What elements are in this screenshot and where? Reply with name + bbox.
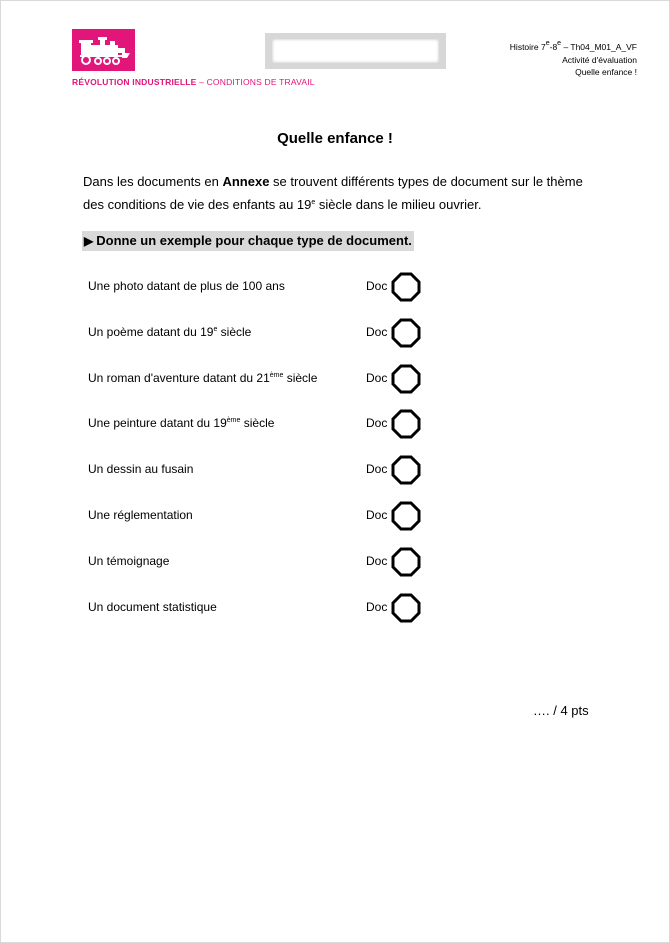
doc-label: Doc [366, 416, 388, 431]
locomotive-logo-icon [72, 29, 135, 71]
instruction-banner [82, 231, 414, 251]
doc-label: Doc [366, 462, 388, 477]
doc-number-answer-box[interactable] [391, 593, 421, 623]
doc-number-answer-box[interactable] [391, 409, 421, 439]
caption-strong: RÉVOLUTION INDUSTRIELLE [72, 77, 197, 87]
doc-number-answer-box[interactable] [391, 364, 421, 394]
doc-label: Doc [366, 508, 388, 522]
document-type-row [88, 409, 448, 439]
document-type-row [88, 547, 448, 577]
doc-label: Doc [366, 370, 388, 385]
document-type-label: Un dessin au fusain [88, 462, 194, 477]
intro-paragraph: Dans les documents en Annexe se trouvent différents types de document sur le thème des conditions de vie des enfants au 19e siècle dans le milieu ouvrier. [83, 174, 583, 212]
doc-label: Doc [366, 553, 388, 568]
doc-label: Doc [366, 279, 388, 293]
student-name-field[interactable] [265, 33, 446, 69]
doc-number-answer-box[interactable] [391, 501, 421, 531]
doc-label: Doc [366, 599, 388, 614]
document-reference [510, 41, 637, 79]
document-type-row [88, 364, 448, 394]
document-type-label: Une réglementation [88, 508, 193, 522]
instruction-text: Donne un exemple pour chaque type de document. [96, 233, 412, 248]
name-field-inner[interactable] [272, 39, 439, 63]
doc-number-answer-box[interactable] [391, 547, 421, 577]
points-total: …. / 4 pts [533, 703, 589, 718]
document-type-row [88, 272, 448, 302]
document-type-row [88, 318, 448, 348]
doc-number-answer-box[interactable] [391, 272, 421, 302]
doc-label: Doc [366, 324, 388, 339]
reference-line-2: Activité d'évaluation [562, 54, 637, 65]
document-type-label: Un poème datant du 19e siècle [88, 324, 252, 339]
document-type-label: Un témoignage [88, 553, 170, 568]
page-title: Quelle enfance ! [277, 130, 393, 147]
document-type-row [88, 455, 448, 485]
document-type-label: Un roman d'aventure datant du 21ème siècle [88, 370, 318, 385]
header-caption [72, 77, 315, 87]
caption-rest: – CONDITIONS DE TRAVAIL [196, 77, 315, 87]
document-type-label: Une peinture datant du 19ème siècle [88, 416, 275, 431]
reference-line-3: Quelle enfance ! [575, 67, 637, 77]
reference-line-1: Histoire 7e-8e – Th04_M01_A_VF [509, 40, 637, 52]
document-type-row [88, 501, 448, 531]
document-type-row [88, 593, 448, 623]
document-type-label: Une photo datant de plus de 100 ans [88, 279, 285, 293]
doc-number-answer-box[interactable] [391, 318, 421, 348]
document-type-label: Un document statistique [88, 599, 217, 614]
triangle-right-icon: ▶ [84, 234, 94, 248]
doc-number-answer-box[interactable] [391, 455, 421, 485]
